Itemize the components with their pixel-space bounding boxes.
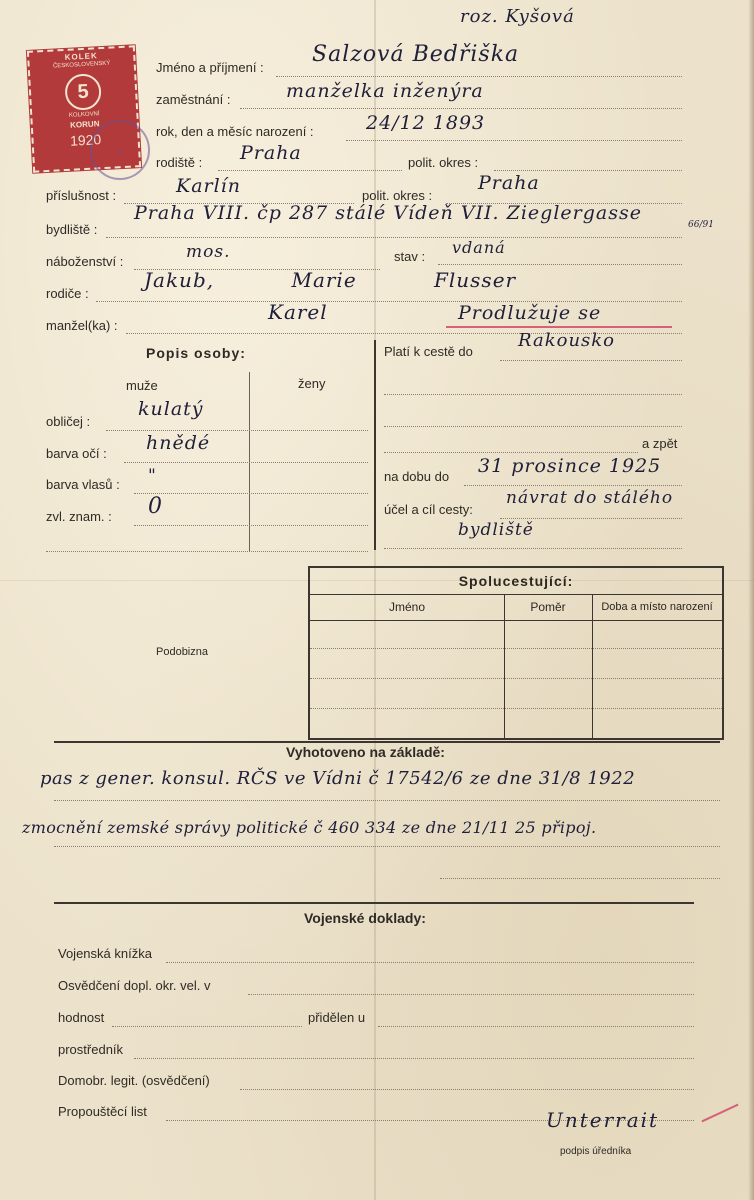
- official-signature: Unterrait: [546, 1108, 660, 1132]
- residence-value: Praha VIII. čp 287 stálé Vídeň VII. Zieglergasse: [134, 202, 642, 224]
- district2-label: polit. okres :: [362, 188, 433, 203]
- status-line: [438, 264, 682, 265]
- occupation-value: manželka inženýra: [286, 80, 484, 102]
- maiden-name-note: roz. Kyšová: [460, 6, 575, 27]
- military-cert-label: Osvědčení dopl. okr. vel. v: [58, 978, 211, 993]
- assigned-label: přidělen u: [308, 1010, 366, 1025]
- hair-line: [134, 493, 368, 494]
- district2-value: Praha: [478, 172, 540, 194]
- valid-label: Platí k cestě do: [384, 344, 473, 359]
- stamp-year: 1920: [69, 131, 102, 149]
- basis-value-2: zmocnění zemské správy politické č 460 334 ze dne 21/11 25 připoj.: [22, 818, 597, 837]
- office-seal: ●: [78, 108, 163, 193]
- birth-value: 24/12 1893: [366, 112, 486, 134]
- table-vline-1: [504, 594, 505, 738]
- birthplace-value: Praha: [240, 142, 302, 164]
- residence-note: 66/91: [688, 220, 714, 230]
- marks-line: [134, 525, 368, 526]
- purpose-label: účel a cíl cesty:: [384, 502, 473, 517]
- section-divider: [54, 902, 694, 904]
- return-label: a zpět: [642, 436, 678, 451]
- col-birth-header: Doba a místo narození: [592, 594, 722, 621]
- spouse-label: manžel(ka) :: [46, 318, 118, 333]
- marks-label: zvl. znam. :: [46, 509, 112, 524]
- military-book-label: Vojenská knížka: [58, 946, 152, 961]
- name-value: Salzová Bedřiška: [312, 42, 520, 67]
- table-vline-2: [592, 594, 593, 738]
- red-mark: [701, 1104, 738, 1123]
- return-line: [384, 452, 638, 453]
- name-label: Jméno a příjmení :: [156, 60, 264, 75]
- nationality-value: Karlín: [176, 175, 241, 197]
- valid-value: Rakousko: [518, 330, 616, 351]
- status-label: stav :: [394, 249, 426, 264]
- stamp-currency: KORUN: [69, 119, 100, 130]
- military-title: Vojenské doklady:: [304, 910, 426, 926]
- purpose-line: [500, 518, 682, 519]
- table-row: [310, 708, 722, 709]
- occupation-line: [240, 108, 682, 109]
- parents-label: rodiče :: [46, 286, 89, 301]
- period-value: 31 prosince 1925: [478, 455, 662, 477]
- companions-title: Spolucestující:: [310, 568, 722, 595]
- legit-label: Domobr. legit. (osvědčení): [58, 1073, 210, 1088]
- signature-label: podpis úředníka: [560, 1146, 632, 1157]
- men-label: muže: [126, 378, 158, 393]
- purpose-line-2: [384, 548, 682, 549]
- description-extra-line: [46, 551, 368, 552]
- military-cert-line: [248, 994, 694, 995]
- religion-label: náboženství :: [46, 254, 124, 269]
- basis-title: Vyhotoveno na základě:: [286, 744, 445, 760]
- rank-label: hodnost: [58, 1010, 105, 1025]
- stamp-kc-text: KOLKOVNÍ: [68, 111, 100, 119]
- stamp-value: 5: [64, 73, 102, 111]
- marks-value: 0: [148, 494, 163, 519]
- table-row: [310, 648, 722, 649]
- hair-label: barva vlasů :: [46, 477, 120, 492]
- stamp-sub-text: ČESKOSLOVENSKÝ: [52, 60, 111, 70]
- travel-line-2: [384, 394, 682, 395]
- col-relation-header: Poměr: [504, 594, 592, 621]
- period-line: [464, 485, 682, 486]
- page-edge: [748, 0, 754, 1200]
- parents-value: Jakub, Marie Flusser: [144, 268, 517, 292]
- basis-line-1: [54, 800, 720, 801]
- table-row: [310, 678, 722, 679]
- status-value: vdaná: [452, 238, 506, 257]
- companions-table: [308, 566, 724, 740]
- residence-line: [106, 237, 682, 238]
- stamp-top-text: KOLEK: [64, 51, 98, 62]
- spouse-note: Prodlužuje se: [458, 302, 602, 324]
- purpose-value-1: návrat do stálého: [506, 488, 674, 508]
- face-value: kulatý: [138, 398, 204, 420]
- section-divider: [54, 741, 720, 743]
- eyes-label: barva očí :: [46, 446, 107, 461]
- birth-line: [346, 140, 682, 141]
- eyes-line: [124, 462, 368, 463]
- birthplace-label: rodiště :: [156, 155, 203, 170]
- middleman-label: prostředník: [58, 1042, 124, 1057]
- spouse-value: Karel: [268, 300, 328, 324]
- district1-line: [494, 170, 682, 171]
- basis-line-2: [54, 846, 720, 847]
- middleman-line: [134, 1058, 694, 1059]
- col-name-header: Jméno: [310, 594, 504, 621]
- basis-value-1: pas z gener. konsul. RČS ve Vídni č 17542/6 ze dne 31/8 1922: [40, 768, 636, 789]
- release-label: Propouštěcí list: [58, 1104, 147, 1119]
- description-title: Popis osoby:: [146, 345, 246, 361]
- rank-line: [112, 1026, 302, 1027]
- assigned-line: [378, 1026, 694, 1027]
- occupation-label: zaměstnání :: [156, 92, 231, 107]
- residence-label: bydliště :: [46, 222, 98, 237]
- face-label: obličej :: [46, 414, 91, 429]
- period-label: na dobu do: [384, 469, 450, 484]
- legit-line: [240, 1089, 694, 1090]
- hair-value: ": [148, 466, 157, 486]
- red-underline: [446, 326, 672, 328]
- military-book-line: [166, 962, 694, 963]
- eyes-value: hnědé: [146, 432, 211, 454]
- religion-value: mos.: [186, 242, 231, 262]
- district1-label: polit. okres :: [408, 155, 479, 170]
- face-line: [106, 430, 368, 431]
- name-line: [276, 76, 682, 77]
- travel-line-3: [384, 426, 682, 427]
- basis-line-3: [440, 878, 720, 879]
- purpose-value-2: bydliště: [458, 520, 534, 540]
- valid-line: [500, 360, 682, 361]
- photo-label: Podobizna: [156, 646, 208, 658]
- divider-vertical: [374, 340, 376, 550]
- birthplace-line: [218, 170, 402, 171]
- women-label: ženy: [298, 376, 326, 391]
- nationality-label: příslušnost :: [46, 188, 117, 203]
- birth-label: rok, den a měsíc narození :: [156, 124, 314, 139]
